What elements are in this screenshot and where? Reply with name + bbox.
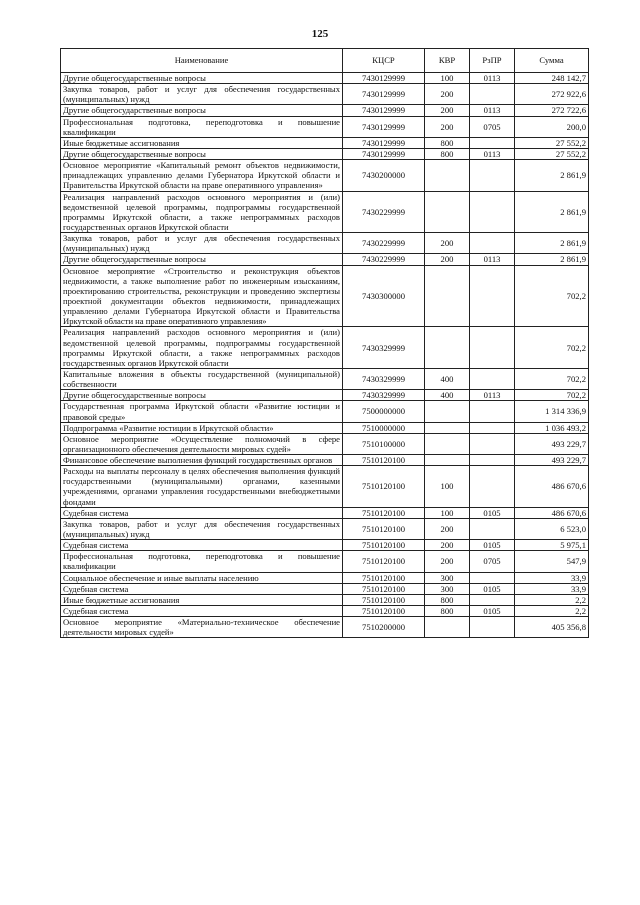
cell-kvr: 800 [425,148,470,159]
cell-sum: 5 975,1 [515,540,589,551]
cell-code: 7430229999 [343,254,425,265]
cell-kvr: 200 [425,105,470,116]
table-header-row [61,49,589,73]
cell-name: Профессиональная подготовка, переподготовка и повышение квалификации [61,551,343,572]
cell-rzpr [470,368,515,389]
cell-code: 7430129999 [343,116,425,137]
cell-code: 7510120100 [343,507,425,518]
cell-name: Социальное обеспечение и иные выплаты населению [61,572,343,583]
cell-code: 7510120100 [343,583,425,594]
cell-rzpr [470,572,515,583]
cell-name: Судебная система [61,606,343,617]
cell-sum: 200,0 [515,116,589,137]
cell-name: Профессиональная подготовка, переподготовка и повышение квалификации [61,116,343,137]
table-row [61,254,589,265]
table-row [61,594,589,605]
table-row [61,617,589,638]
cell-rzpr [470,233,515,254]
cell-code: 7430129999 [343,73,425,84]
cell-rzpr: 0105 [470,606,515,617]
cell-code: 7430329999 [343,368,425,389]
cell-sum: 702,2 [515,390,589,401]
cell-kvr [425,433,470,454]
cell-rzpr [470,191,515,233]
cell-name: Судебная система [61,540,343,551]
cell-sum: 493 229,7 [515,455,589,466]
cell-kvr: 400 [425,390,470,401]
table-row [61,390,589,401]
cell-sum: 272 722,6 [515,105,589,116]
cell-name: Судебная система [61,507,343,518]
cell-sum: 702,2 [515,368,589,389]
cell-kvr: 200 [425,551,470,572]
table-row [61,401,589,422]
header-kvr: КВР [425,49,470,73]
cell-name: Основное мероприятие «Капитальный ремонт объектов недвижимости, принадлежащих управлению делами Губернатора Иркутской области и Правительства Иркутской области на праве оперативного управления» [61,160,343,191]
cell-kvr: 800 [425,137,470,148]
cell-name: Государственная программа Иркутской области «Развитие юстиции и правовой среды» [61,401,343,422]
cell-sum: 2,2 [515,594,589,605]
cell-sum: 248 142,7 [515,73,589,84]
cell-name: Иные бюджетные ассигнования [61,594,343,605]
cell-kvr [425,191,470,233]
cell-sum: 27 552,2 [515,148,589,159]
cell-name: Основное мероприятие «Материально-техническое обеспечение деятельности мировых судей» [61,617,343,638]
cell-sum: 493 229,7 [515,433,589,454]
cell-code: 7430129999 [343,148,425,159]
cell-kvr: 800 [425,606,470,617]
cell-rzpr [470,433,515,454]
cell-sum: 6 523,0 [515,518,589,539]
table-row [61,572,589,583]
cell-name: Подпрограмма «Развитие юстиции в Иркутской области» [61,422,343,433]
table-row [61,422,589,433]
table-row [61,116,589,137]
cell-rzpr [470,466,515,508]
header-code: КЦСР [343,49,425,73]
budget-table [60,48,589,638]
cell-rzpr: 0113 [470,254,515,265]
cell-kvr: 200 [425,254,470,265]
cell-code: 7430129999 [343,84,425,105]
cell-kvr: 100 [425,466,470,508]
cell-sum: 1 036 493,2 [515,422,589,433]
cell-code: 7510120100 [343,594,425,605]
cell-rzpr [470,455,515,466]
cell-kvr [425,617,470,638]
cell-rzpr: 0705 [470,116,515,137]
cell-code: 7510120100 [343,466,425,508]
cell-name: Другие общегосударственные вопросы [61,254,343,265]
cell-kvr [425,422,470,433]
table-row [61,265,589,327]
cell-sum: 702,2 [515,327,589,369]
cell-name: Иные бюджетные ассигнования [61,137,343,148]
cell-rzpr: 0113 [470,148,515,159]
table-row [61,105,589,116]
table-row [61,160,589,191]
table-row [61,518,589,539]
cell-rzpr: 0113 [470,390,515,401]
cell-code: 7510000000 [343,422,425,433]
table-row [61,433,589,454]
cell-name: Капитальные вложения в объекты государственной (муниципальной) собственности [61,368,343,389]
table-row [61,540,589,551]
cell-sum: 486 670,6 [515,466,589,508]
cell-kvr [425,455,470,466]
cell-rzpr [470,137,515,148]
cell-kvr [425,160,470,191]
cell-sum: 2 861,9 [515,160,589,191]
cell-sum: 272 922,6 [515,84,589,105]
table-row [61,84,589,105]
cell-code: 7510120100 [343,572,425,583]
cell-code: 7430300000 [343,265,425,327]
table-row [61,466,589,508]
cell-code: 7510120100 [343,540,425,551]
cell-rzpr [470,401,515,422]
header-sum: Сумма [515,49,589,73]
cell-kvr [425,265,470,327]
cell-code: 7510120100 [343,518,425,539]
table-row [61,551,589,572]
cell-name: Расходы на выплаты персоналу в целях обеспечения выполнения функций государственными (муниципальными) органами, казенными учреждениями, органами управления государственными внебюджетными фондами [61,466,343,508]
table-row [61,327,589,369]
cell-rzpr: 0105 [470,507,515,518]
cell-sum: 33,9 [515,583,589,594]
cell-code: 7430229999 [343,233,425,254]
cell-kvr [425,327,470,369]
cell-name: Судебная система [61,583,343,594]
cell-kvr: 100 [425,507,470,518]
table-row [61,233,589,254]
cell-kvr: 800 [425,594,470,605]
cell-code: 7500000000 [343,401,425,422]
cell-kvr: 200 [425,233,470,254]
table-row [61,73,589,84]
table-row [61,606,589,617]
cell-kvr: 300 [425,583,470,594]
cell-name: Другие общегосударственные вопросы [61,390,343,401]
table-row [61,368,589,389]
cell-name: Реализация направлений расходов основного мероприятия и (или) ведомственной целевой программы, подпрограммы государственной программы Иркутской области, а также непрограммных расходов государственных органов Иркутской области [61,191,343,233]
table-row [61,507,589,518]
cell-kvr: 200 [425,540,470,551]
budget-table-container [60,48,588,638]
cell-code: 7430329999 [343,327,425,369]
table-body [61,73,589,638]
cell-code: 7510200000 [343,617,425,638]
cell-rzpr [470,265,515,327]
cell-code: 7430129999 [343,105,425,116]
cell-code: 7510120100 [343,455,425,466]
table-row [61,191,589,233]
cell-kvr: 200 [425,518,470,539]
cell-sum: 547,9 [515,551,589,572]
table-row [61,455,589,466]
cell-sum: 486 670,6 [515,507,589,518]
cell-code: 7430329999 [343,390,425,401]
table-row [61,137,589,148]
cell-rzpr: 0105 [470,583,515,594]
cell-code: 7430229999 [343,191,425,233]
cell-rzpr [470,617,515,638]
header-name: Наименование [61,49,343,73]
cell-rzpr [470,327,515,369]
cell-kvr [425,401,470,422]
cell-name: Закупка товаров, работ и услуг для обеспечения государственных (муниципальных) нужд [61,518,343,539]
cell-name: Другие общегосударственные вопросы [61,73,343,84]
cell-code: 7510120100 [343,551,425,572]
cell-sum: 2,2 [515,606,589,617]
cell-kvr: 200 [425,84,470,105]
cell-kvr: 100 [425,73,470,84]
cell-rzpr [470,160,515,191]
cell-kvr: 400 [425,368,470,389]
cell-sum: 2 861,9 [515,254,589,265]
cell-rzpr [470,594,515,605]
cell-kvr: 300 [425,572,470,583]
cell-rzpr [470,422,515,433]
cell-code: 7430200000 [343,160,425,191]
cell-name: Другие общегосударственные вопросы [61,148,343,159]
cell-rzpr: 0705 [470,551,515,572]
cell-rzpr: 0105 [470,540,515,551]
table-row [61,148,589,159]
cell-code: 7510120100 [343,606,425,617]
cell-sum: 33,9 [515,572,589,583]
cell-name: Реализация направлений расходов основного мероприятия и (или) ведомственной целевой программы, подпрограммы государственной программы Иркутской области, а также непрограммных расходов государственных органов Иркутской области [61,327,343,369]
table-row [61,583,589,594]
cell-rzpr: 0113 [470,105,515,116]
cell-rzpr: 0113 [470,73,515,84]
cell-name: Основное мероприятие «Осуществление полномочий в сфере организационного обеспечения деятельности мировых судей» [61,433,343,454]
cell-code: 7430129999 [343,137,425,148]
cell-rzpr [470,518,515,539]
cell-name: Финансовое обеспечение выполнения функций государственных органов [61,455,343,466]
cell-sum: 405 356,8 [515,617,589,638]
cell-sum: 27 552,2 [515,137,589,148]
cell-sum: 2 861,9 [515,191,589,233]
cell-name: Основное мероприятие «Строительство и реконструкция объектов недвижимости, а также выполнение работ по инженерным изысканиям, проектированию строительства, реконструкции и проведению экспертизы проектной документации объектов недвижимости, принадлежащих управлению делами Губернатора Иркутской области и Правительства Иркутской области на праве оперативного управления» [61,265,343,327]
cell-name: Закупка товаров, работ и услуг для обеспечения государственных (муниципальных) нужд [61,84,343,105]
cell-kvr: 200 [425,116,470,137]
cell-code: 7510100000 [343,433,425,454]
cell-name: Закупка товаров, работ и услуг для обеспечения государственных (муниципальных) нужд [61,233,343,254]
cell-sum: 2 861,9 [515,233,589,254]
cell-rzpr [470,84,515,105]
header-rzpr: РзПР [470,49,515,73]
cell-sum: 702,2 [515,265,589,327]
cell-sum: 1 314 336,9 [515,401,589,422]
page-number: 125 [311,28,329,40]
cell-name: Другие общегосударственные вопросы [61,105,343,116]
